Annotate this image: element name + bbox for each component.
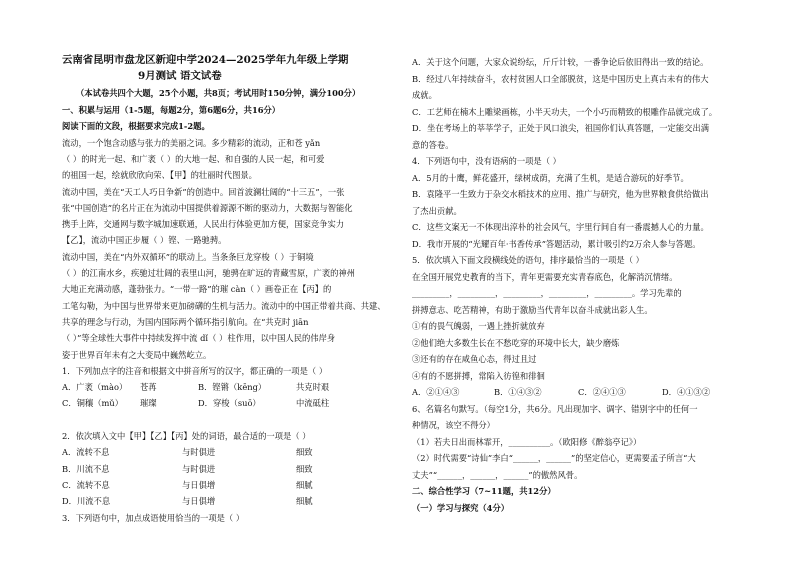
paragraph-line: （ ）”等全球性大事件中持续发挥中流 dǐ（ ）柱作用，以中国人民的伟岸身: [62, 333, 336, 343]
option-item: D．川流不息: [62, 496, 111, 506]
paragraph-line: 6、名篇名句默写。（每空1分，共6分。凡出现加字、调字、错别字中的任何一: [412, 404, 698, 414]
paragraph-line: 一、积累与运用（1-5题，每题2分，第6题6分，共16分）: [62, 105, 281, 115]
paragraph-line: 流动，一个饱含动感与张力的美丽之词。多少精彩的流动，正和苍 yǎn: [62, 138, 321, 148]
paragraph-line: 5．依次填入下面文段横线处的语句，排序最恰当的一项是（ ）: [412, 255, 644, 265]
option-item: 与时俱进: [182, 447, 216, 457]
option-item: 苍苒: [140, 382, 157, 392]
paragraph-line: C．这些文案无一不体现出淳朴的社会风气，宇里行间自有一番震撼人心的力量。: [412, 222, 709, 232]
option-item: 璀璨: [140, 398, 157, 408]
option-item: 共克时艰: [296, 382, 330, 392]
paragraph-line: 的祖国一起，绘就欣欣向荣、【甲】的壮丽时代图景。: [62, 170, 257, 180]
paragraph-line: 了杰出贡献。: [412, 206, 462, 216]
paragraph-line: 意的答卷。: [412, 140, 454, 150]
paragraph-line: 3．下列语句中，加点成语使用恰当的一项是（ ）: [62, 513, 245, 523]
option-item: C．②④①③: [578, 387, 626, 397]
paragraph-line: A．5月的十鹰，鲜花盛开，绿树成荫，充满了生机，是适合游玩的好季节。: [412, 173, 689, 183]
option-item: C．流转不息: [62, 480, 110, 490]
paragraph-line: 1．下列加点字的注音和根据文中拼音所写的汉字，都正确的一项是（ ）: [62, 366, 328, 376]
paragraph-line: 流动中国，美在“内外双循环”的联动上。当条条巨龙穿梭（ ）于铜境: [62, 252, 314, 262]
exam-note: （本试卷共四个大题，25个小题，共8页；考试用时150分钟，满分100分）: [76, 88, 361, 98]
paragraph-line: 工笔勾勒，为中国与世界带来更加磅礴的生机与活力。流动中的中国正带着共商、共建、: [62, 301, 386, 311]
paragraph-line: 二、综合性学习（7~11题，共12分）: [412, 486, 556, 496]
paragraph-line: 阅读下面的文段，根据要求完成1-2题。: [62, 121, 210, 131]
paragraph-line: D．坐在考场上的莘莘学子，正处于风口浪尖，祖国你们认真答题，一定能交出满: [412, 123, 710, 133]
paragraph-line: 4．下列语句中，没有语病的一项是（ ）: [412, 156, 561, 166]
option-item: A．流转不息: [62, 447, 110, 457]
paragraph-line: 张“中国创造”的名片正在为流动中国提供着源源不断的驱动力，大数据与智能化: [62, 203, 353, 213]
option-item: 与时俱进: [182, 464, 216, 474]
paragraph-line: （ ）的江南水乡，疾驰过壮阔的表里山河，驰骋在旷远的青藏雪原，广袤的神州: [62, 268, 356, 278]
option-item: 细致: [296, 447, 313, 457]
paragraph-line: B．袁隆平一生致力于杂交水稻技术的应用、推广与研究，他为世界粮食供给做出: [412, 189, 709, 199]
option-item: 细致: [296, 464, 313, 474]
paragraph-line: 携手上阵，交通网与数字城加速联通，人民出行体验更加方便，国家竞争实力: [62, 219, 345, 229]
option-item: B．①④③②: [494, 387, 542, 397]
option-item: B．铿锵（kēng）: [198, 382, 267, 392]
option-item: 中流砥柱: [296, 398, 330, 408]
paragraph-line: 共享的理念与行动，为国内国际两个循环指引航向。在“共克时 jiān: [62, 317, 309, 327]
option-item: A．广袤（mào）: [62, 382, 128, 392]
paragraph-line: （ ）的时光一起、和广袤（ ）的大地一起、和自强的人民一起，和可爱: [62, 154, 325, 164]
paragraph-line: 种情况，该空不得分）: [412, 420, 495, 430]
exam-title: 云南省昆明市盘龙区新迎中学2024—2025学年九年级上学期: [62, 54, 349, 66]
paragraph-line: （一）学习与探究（4分）: [412, 503, 510, 513]
paragraph-line: ①有的畏气魄弱，一遇上挫折就放弃: [412, 321, 545, 331]
paragraph-line: 成就。: [412, 90, 437, 100]
option-item: 与日俱增: [182, 480, 216, 490]
paragraph-line: ③还有的存在咸鱼心态，得过且过: [412, 354, 537, 364]
option-item: 细腻: [296, 480, 313, 490]
paragraph-line: 大地正充满动感，蓬勃张力。“一带一路”的璀 càn（ ）画卷正在【丙】的: [62, 284, 332, 294]
paragraph-line: 姿于世界百年未有之大变局中巍然屹立。: [62, 350, 212, 360]
option-item: D．④①③②: [662, 387, 711, 397]
paragraph-line: 在全国开展党史教育的当下，青年更需要充实青春底色，化解消沉情绪。: [412, 272, 678, 282]
paragraph-line: _________，_________，_________，_________，_________。学习先辈的: [412, 288, 682, 298]
paragraph-line: ④有的不愿拼搏，常陷入彷徨和徘徊: [412, 371, 545, 381]
paragraph-line: 2．依次填入文中【甲】【乙】【丙】处的词语，最合适的一项是（ ）: [62, 431, 311, 441]
paragraph-line: B．经过八年持续奋斗，农村贫困人口全部脱贫，这是中国历史上真古未有的伟大: [412, 74, 709, 84]
exam-subtitle: 9月测试 语文试卷: [138, 70, 222, 82]
paragraph-line: A．关于这个问题，大家众说纷纭，斤斤计较，一番争论后依旧得出一致的结论。: [412, 57, 709, 67]
paragraph-line: ②他们绝大多数生长在不愁吃穿的环境中长大，缺少磨炼: [412, 338, 620, 348]
option-item: D．穿梭（suō）: [198, 398, 261, 408]
paragraph-line: C．工艺师在楠木上雕梁画栋，小半天功夫，一个小巧而精致的根雕作品就完成了。: [412, 107, 718, 117]
option-item: A．②①④③: [412, 387, 460, 397]
paragraph-line: 拼搏意志、吃苦精神，有助于激励当代青年以奋斗成就出彩人生。: [412, 305, 653, 315]
paragraph-line: 丈夫”“______，______，______”的傲然风骨。: [412, 470, 583, 480]
option-item: B．川流不息: [62, 464, 110, 474]
paragraph-line: 流动中国，美在“天工人巧日争新”的创造中。回首波澜壮阔的“十三五”，一张: [62, 187, 345, 197]
paragraph-line: （1）若夫日出而林霏开，__________。（欧阳修《醉翁亭记》）: [412, 437, 642, 447]
paragraph-line: 【乙】，流动中国正步履（ ）铿、一路驰骋。: [62, 235, 227, 245]
paragraph-line: D．我市开展的“光耀百年·书香传承”答题活动，累计吸引约2万余人参与答题。: [412, 239, 701, 249]
option-item: 细腻: [296, 496, 313, 506]
option-item: 与日俱增: [182, 496, 216, 506]
paragraph-line: （2）时代需要“诗仙”李白“______，______”的坚定信心，更需要孟子所言“大: [412, 453, 696, 463]
option-item: C．铜穰（mǔ）: [62, 398, 124, 408]
